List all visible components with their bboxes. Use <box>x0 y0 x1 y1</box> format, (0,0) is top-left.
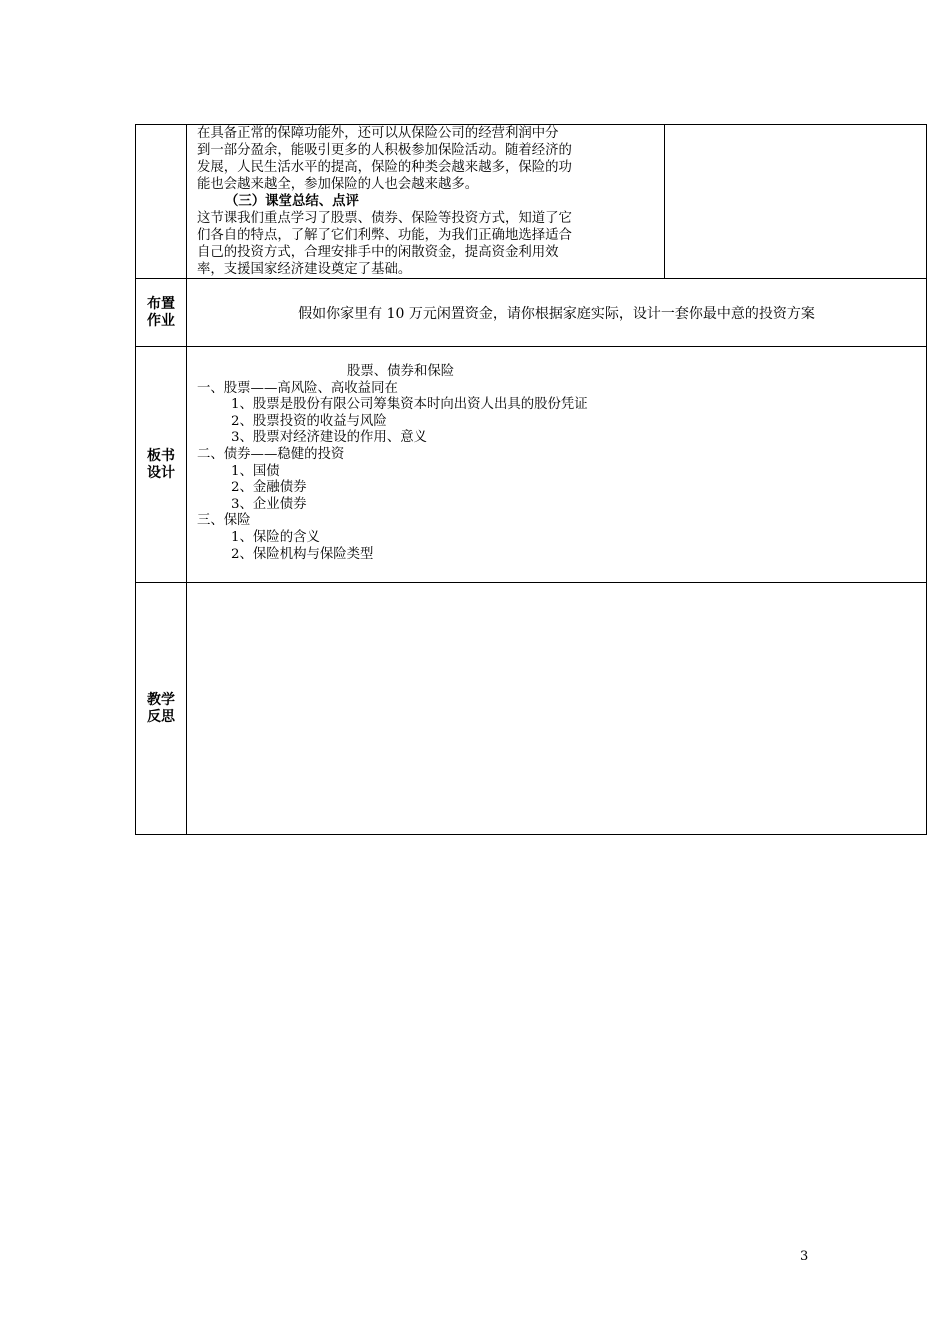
notes-cell <box>665 125 927 279</box>
homework-row <box>136 279 927 347</box>
board-line: 一、股票——高风险、高收益同在 <box>197 380 398 396</box>
paragraph-line: 在具备正常的保障功能外，还可以从保险公司的经营利润中分 <box>197 126 559 141</box>
page-number: 3 <box>800 1249 809 1264</box>
board-line: 3、企业债券 <box>231 496 307 512</box>
homework-label <box>136 279 187 347</box>
board-line: 2、保险机构与保险类型 <box>231 546 374 562</box>
summary-line: 们各自的特点，了解了它们利弊、功能，为我们正确地选择适合 <box>197 228 572 243</box>
reflection-content <box>187 583 927 835</box>
board-line: 2、股票投资的收益与风险 <box>231 413 387 429</box>
board-line: 三、保险 <box>197 513 251 529</box>
label-line: 作业 <box>147 312 175 329</box>
summary-line: 这节课我们重点学习了股票、债券、保险等投资方式，知道了它 <box>197 211 572 226</box>
label-line: 反思 <box>147 708 175 725</box>
label-line: 布置 <box>147 295 175 312</box>
label-line: 板书 <box>147 447 175 464</box>
board-line: 1、保险的含义 <box>231 529 320 545</box>
board-row <box>136 347 927 583</box>
label-line: 设计 <box>147 464 175 481</box>
summary-line: 自己的投资方式，合理安排手中的闲散资金，提高资金利用效 <box>197 245 559 260</box>
label-line: 教学 <box>147 691 175 708</box>
board-line: 1、股票是股份有限公司筹集资本时向出资人出具的股份凭证 <box>231 397 588 413</box>
board-line: 二、债券——稳健的投资 <box>197 446 345 462</box>
board-line: 3、股票对经济建设的作用、意义 <box>231 430 427 446</box>
board-line: 2、金融债券 <box>231 480 307 496</box>
section-title: （三）课堂总结、点评 <box>225 194 359 209</box>
board-title: 股票、债券和保险 <box>347 364 455 379</box>
reflection-label <box>136 583 187 835</box>
board-label <box>136 347 187 583</box>
lesson-plan-table <box>135 124 927 835</box>
paragraph-line: 到一部分盈余，能吸引更多的人积极参加保险活动。随着经济的 <box>197 143 572 158</box>
board-content <box>187 347 927 583</box>
process-text-cell <box>187 125 665 279</box>
board-line: 1、国债 <box>231 463 280 479</box>
paragraph-line: 发展，人民生活水平的提高，保险的种类会越来越多，保险的功 <box>197 160 572 175</box>
reflection-row <box>136 583 927 835</box>
homework-text: 假如你家里有 10 万元闲置资金，请你根据家庭实际，设计一套你最中意的投资方案 <box>187 279 927 347</box>
empty-label-cell <box>136 125 187 279</box>
paragraph-line: 能也会越来越全，参加保险的人也会越来越多。 <box>197 177 479 192</box>
process-row <box>136 125 927 279</box>
summary-line: 率，支援国家经济建设奠定了基础。 <box>197 262 412 277</box>
